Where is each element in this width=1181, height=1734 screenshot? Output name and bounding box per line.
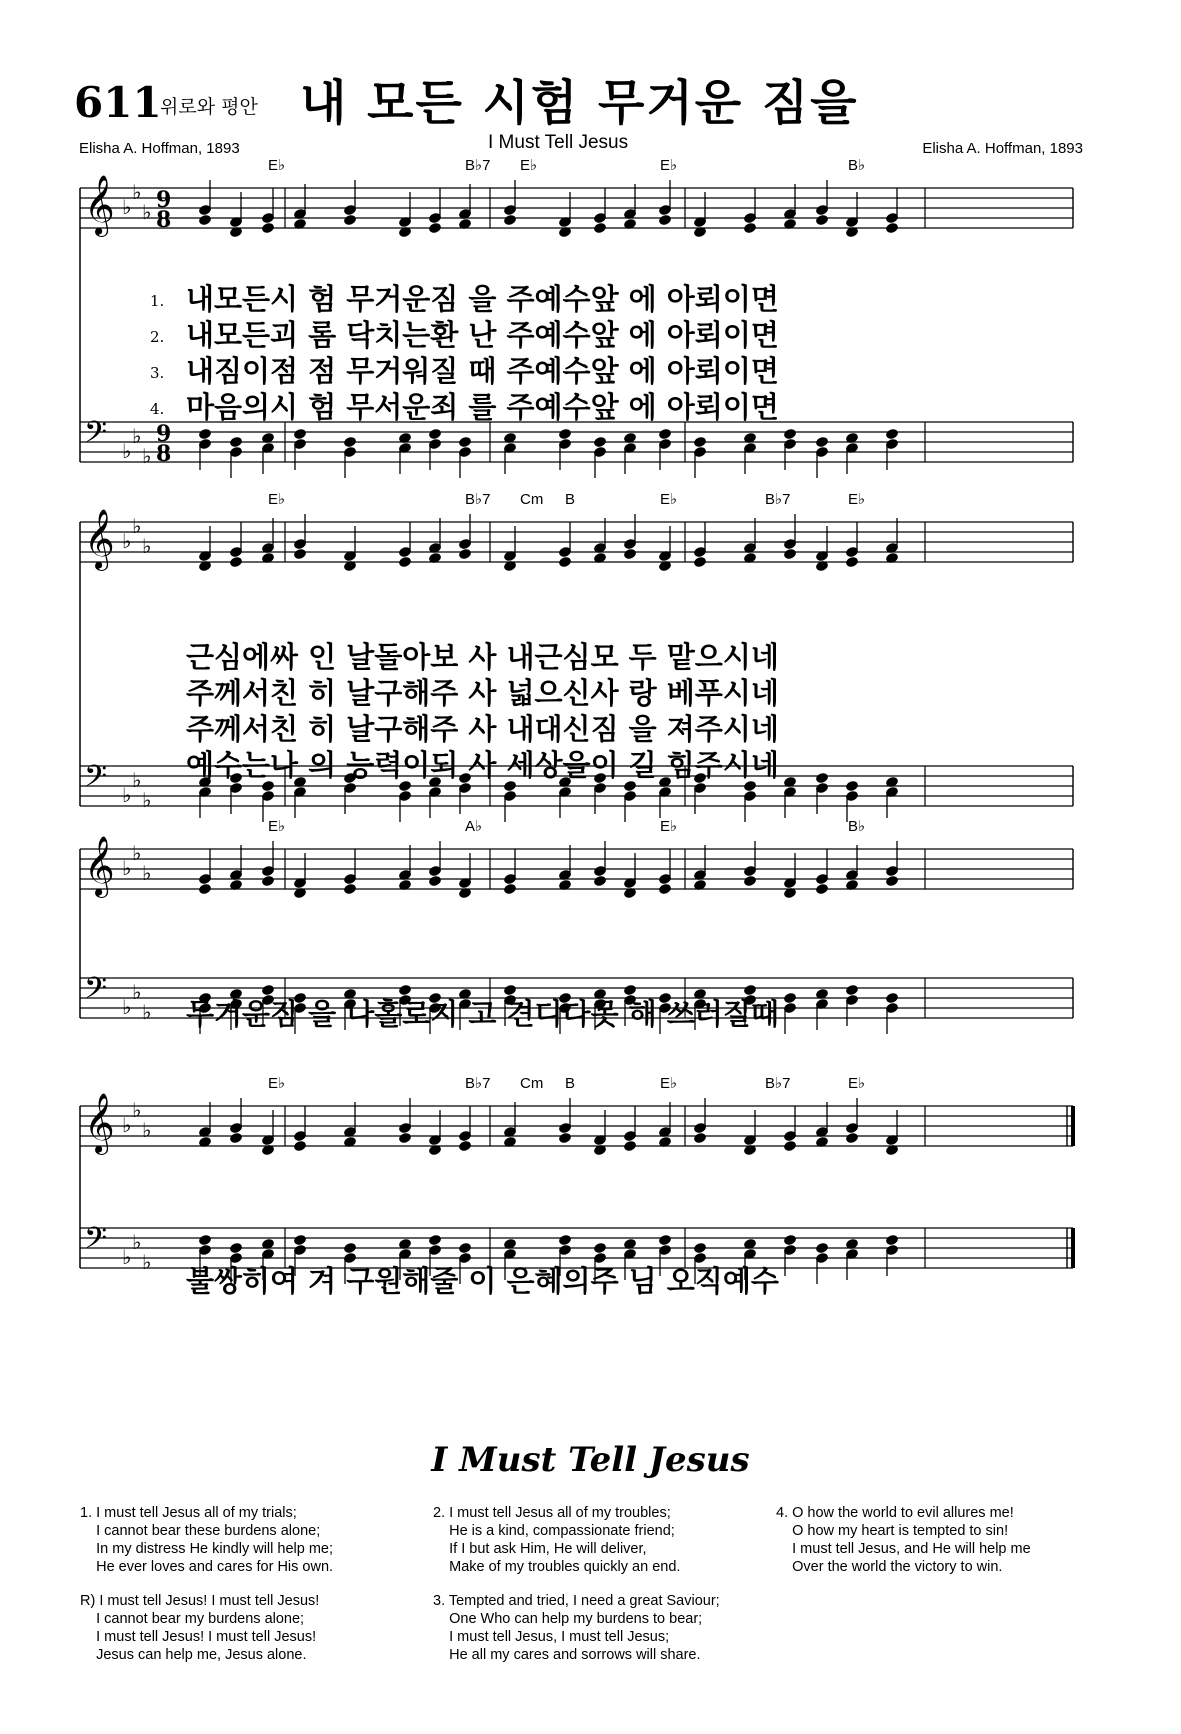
chord-symbol: B♭	[848, 157, 866, 174]
note-head	[503, 883, 517, 896]
lyric-line: 주께서친 히 날구해주 사 내대신짐 을 져주시네	[186, 712, 779, 746]
chord-symbol: B	[565, 1075, 576, 1092]
note-head	[558, 1234, 572, 1247]
hymn-title: 내 모든 시험 무거운 짐을	[300, 75, 859, 131]
chord-symbol: E♭	[268, 818, 286, 835]
note-head	[293, 548, 307, 561]
chord-symbol: E♭	[660, 157, 678, 174]
note-head	[229, 1242, 243, 1255]
note-head	[558, 1132, 572, 1145]
note-head	[198, 1234, 212, 1247]
flat-sign: ♭	[122, 783, 132, 807]
note-head	[398, 984, 412, 997]
note-head	[815, 436, 829, 449]
chord-symbol: Cm	[520, 491, 544, 508]
bass-clef: 𝄢	[84, 1222, 108, 1263]
time-signature: 8	[156, 207, 172, 233]
note-head	[198, 883, 212, 896]
note-head	[743, 984, 757, 997]
chord-symbol: E♭	[268, 157, 286, 174]
bass-clef: 𝄢	[84, 416, 108, 457]
note-head	[743, 222, 757, 235]
note-head	[845, 984, 859, 997]
chord-symbol: B♭7	[465, 157, 491, 174]
flat-sign: ♭	[122, 529, 132, 553]
note-head	[783, 992, 797, 1005]
flat-sign: ♭	[132, 180, 142, 204]
note-head	[428, 222, 442, 235]
note-head	[658, 1234, 672, 1247]
note-head	[343, 436, 357, 449]
flat-sign: ♭	[122, 439, 132, 463]
note-head	[693, 436, 707, 449]
note-head	[398, 556, 412, 569]
note-head	[229, 556, 243, 569]
note-head	[658, 883, 672, 896]
chord-symbol: Cm	[520, 1075, 544, 1092]
chord-symbol: B♭7	[765, 491, 791, 508]
flat-sign: ♭	[132, 514, 142, 538]
note-head	[783, 548, 797, 561]
chord-symbol: E♭	[520, 157, 538, 174]
note-head	[623, 984, 637, 997]
note-head	[558, 428, 572, 441]
author-left: Elisha A. Hoffman, 1893	[79, 140, 240, 157]
english-title: I Must Tell Jesus	[488, 132, 629, 153]
chord-symbol: B	[565, 491, 576, 508]
note-head	[815, 214, 829, 227]
lyric-line: 3. 내짐이점 점 무거워질 때 주예수앞 에 아뢰이면	[150, 354, 779, 388]
note-head	[815, 883, 829, 896]
note-head	[845, 1132, 859, 1145]
flat-sign: ♭	[122, 1113, 132, 1137]
note-head	[623, 1140, 637, 1153]
flat-sign: ♭	[142, 861, 152, 885]
note-head	[593, 222, 607, 235]
lyric-line: 4. 마음의시 험 무서운죄 를 주예수앞 에 아뢰이면	[150, 390, 779, 424]
flat-sign: ♭	[132, 980, 142, 1004]
flat-sign: ♭	[122, 1245, 132, 1269]
note-head	[558, 556, 572, 569]
lyric-line: 불쌍히여 겨 구원해줄 이 은혜의주 님 오직예수	[186, 1264, 779, 1298]
lyric-line: 무거운짐 을 나홀로지 고 견디다못 해 쓰러질때	[186, 997, 779, 1031]
note-head	[458, 436, 472, 449]
lyric-line: 1. 내모든시 험 무거운짐 을 주예수앞 에 아뢰이면	[150, 282, 779, 316]
english-refrain: R) I must tell Jesus! I must tell Jesus! I cannot bear my burdens alone; I must tell Jesus! I must tell Jesus! Jesus can help me, Jesus alone.	[80, 1593, 320, 1663]
chord-symbol: E♭	[660, 491, 678, 508]
note-head	[229, 1132, 243, 1145]
note-head	[845, 556, 859, 569]
note-head	[693, 1242, 707, 1255]
chord-symbol: E♭	[268, 491, 286, 508]
chord-symbol: B♭7	[465, 491, 491, 508]
treble-clef: 𝄞	[84, 509, 115, 569]
flat-sign: ♭	[132, 1098, 142, 1122]
note-head	[815, 772, 829, 785]
note-head	[428, 428, 442, 441]
time-signature: 9	[156, 421, 172, 447]
lyric-line: 2. 내모든괴 롬 닥치는환 난 주예수앞 에 아뢰이면	[150, 318, 779, 352]
english-verse-3: 3. Tempted and tried, I need a great Saviour; One Who can help my burdens to bear; I must tell Jesus, I must tell Jesus; He all my cares and sorrows will share.	[433, 1593, 720, 1663]
note-head	[229, 436, 243, 449]
note-head	[458, 1242, 472, 1255]
time-signature: 9	[156, 187, 172, 213]
flat-sign: ♭	[132, 424, 142, 448]
lyric-line: 주께서친 히 날구해주 사 넓으신사 랑 베푸시네	[186, 676, 779, 710]
note-head	[623, 548, 637, 561]
chord-symbol: E♭	[848, 491, 866, 508]
english-verse-4: 4. O how the world to evil allures me! O how my heart is tempted to sin! I must tell Jesus, and He will help me Over the world the victory to win.	[776, 1505, 1031, 1575]
note-head	[458, 548, 472, 561]
note-head	[293, 428, 307, 441]
bass-clef: 𝄢	[84, 972, 108, 1013]
note-head	[743, 875, 757, 888]
note-head	[293, 1234, 307, 1247]
note-head	[261, 984, 275, 997]
chord-symbol: B♭7	[465, 1075, 491, 1092]
note-head	[261, 875, 275, 888]
note-head	[503, 214, 517, 227]
note-head	[658, 214, 672, 227]
note-head	[783, 1140, 797, 1153]
chord-symbol: E♭	[660, 818, 678, 835]
bass-clef: 𝄢	[84, 760, 108, 801]
note-head	[693, 1132, 707, 1145]
note-head	[885, 428, 899, 441]
flat-sign: ♭	[142, 1118, 152, 1142]
chord-symbol: E♭	[848, 1075, 866, 1092]
flat-sign: ♭	[122, 856, 132, 880]
note-head	[885, 222, 899, 235]
english-heading: I Must Tell Jesus	[431, 1440, 750, 1480]
flat-sign: ♭	[142, 444, 152, 468]
note-head	[593, 1242, 607, 1255]
treble-clef: 𝄞	[84, 836, 115, 896]
note-head	[783, 428, 797, 441]
treble-clef: 𝄞	[84, 1093, 115, 1153]
flat-sign: ♭	[142, 200, 152, 224]
chord-symbol: E♭	[660, 1075, 678, 1092]
note-head	[343, 883, 357, 896]
note-head	[783, 1234, 797, 1247]
note-head	[343, 1242, 357, 1255]
note-head	[261, 222, 275, 235]
flat-sign: ♭	[142, 1000, 152, 1024]
chord-symbol: E♭	[268, 1075, 286, 1092]
flat-sign: ♭	[142, 788, 152, 812]
treble-clef: 𝄞	[84, 175, 115, 235]
note-head	[885, 992, 899, 1005]
english-verse-2: 2. I must tell Jesus all of my troubles; He is a kind, compassionate friend; If I but ask Him, He will deliver, Make of my troubles quickly an end.	[433, 1505, 681, 1575]
note-head	[845, 780, 859, 793]
note-head	[343, 214, 357, 227]
flat-sign: ♭	[122, 195, 132, 219]
note-head	[458, 1140, 472, 1153]
chord-symbol: A♭	[465, 818, 483, 835]
note-head	[658, 428, 672, 441]
note-head	[398, 1132, 412, 1145]
lyric-line: 근심에싸 인 날돌아보 사 내근심모 두 맡으시네	[186, 640, 779, 674]
note-head	[198, 214, 212, 227]
english-verse-1: 1. I must tell Jesus all of my trials; I cannot bear these burdens alone; In my distress He kindly will help me; He ever loves and cares for His own.	[80, 1505, 334, 1575]
flat-sign: ♭	[122, 995, 132, 1019]
flat-sign: ♭	[142, 534, 152, 558]
author-right: Elisha A. Hoffman, 1893	[922, 140, 1083, 157]
note-head	[428, 875, 442, 888]
note-head	[428, 1234, 442, 1247]
note-head	[693, 556, 707, 569]
note-head	[593, 875, 607, 888]
note-head	[885, 1234, 899, 1247]
lyric-line: 예수는나 의 능력이되 사 세상을이 길 힘주시네	[186, 748, 779, 782]
note-head	[503, 984, 517, 997]
flat-sign: ♭	[142, 1250, 152, 1274]
chord-symbol: B♭	[848, 818, 866, 835]
note-head	[885, 875, 899, 888]
flat-sign: ♭	[132, 841, 142, 865]
hymn-number: 611	[74, 78, 162, 127]
note-head	[593, 436, 607, 449]
time-signature: 8	[156, 441, 172, 467]
note-head	[815, 1242, 829, 1255]
chord-symbol: B♭7	[765, 1075, 791, 1092]
flat-sign: ♭	[132, 1230, 142, 1254]
hymn-category: 위로와 평안	[160, 96, 258, 118]
note-head	[293, 1140, 307, 1153]
note-head	[198, 428, 212, 441]
flat-sign: ♭	[132, 768, 142, 792]
